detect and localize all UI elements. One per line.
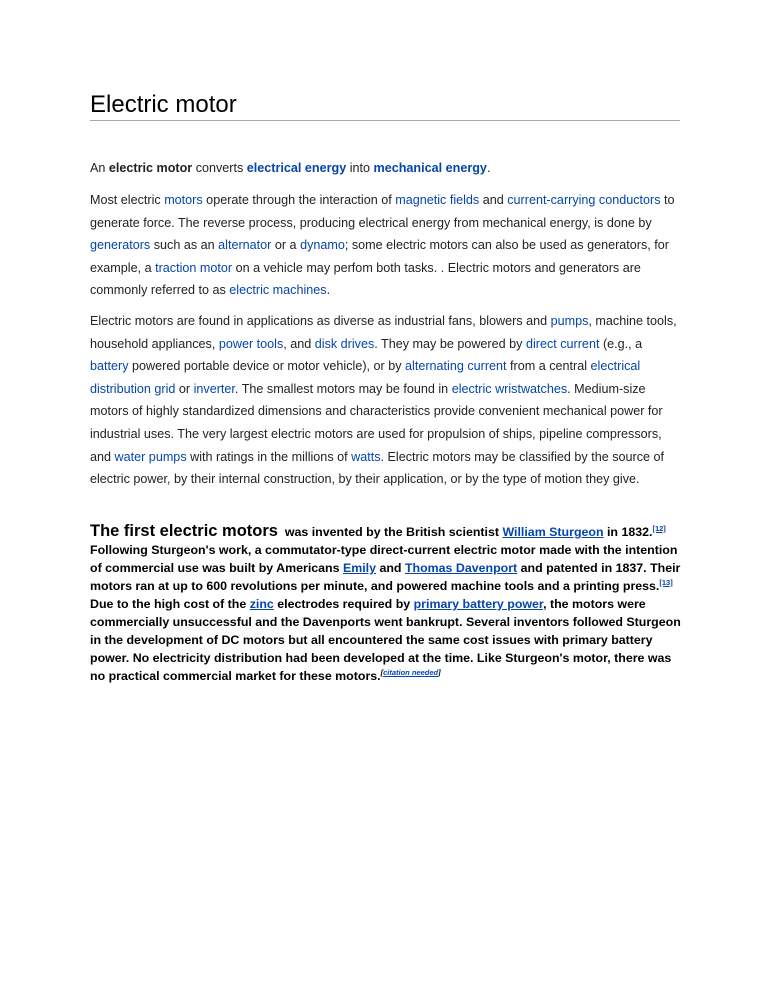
text: , and [283,336,315,351]
text: electrodes required by [273,597,414,611]
paragraph-history [90,522,682,685]
text: on a vehicle may perfom both tasks. . Electric motors and generators are commonly referred to as [90,260,641,298]
link-citation-needed[interactable]: citation needed [383,667,439,677]
text: into [346,161,374,175]
link-mechanical-energy[interactable]: mechanical energy [373,161,487,175]
text: . [326,283,331,298]
text: . [486,161,491,175]
link-magnetic-fields[interactable]: magnetic fields [395,193,480,207]
title-divider [90,120,680,121]
text: Most electric [90,193,165,207]
paragraph-operation [90,189,682,302]
page-title: Electric motor [90,91,237,118]
text: with ratings in the millions of [186,449,352,464]
link-alternator[interactable]: alternator [218,238,272,253]
text: such as an [150,238,219,253]
bracket: [ [380,667,384,677]
text: , machine tools, household appliances, [90,314,677,351]
link-zinc[interactable]: zinc [249,597,274,611]
section-heading: The first electric motors [90,522,278,540]
link-direct-current[interactable]: direct current [525,336,600,351]
text: was invented by the British scientist [277,525,503,539]
intro-paragraph [90,160,682,176]
text: and [376,561,405,575]
link-alternating-current[interactable]: alternating current [405,359,507,374]
link-electrical-distribution-grid[interactable]: electrical distribution grid [90,359,641,396]
text: Following Sturgeon's work, a commutator-type direct-current electric motor made with the intention of commercial use was built by Americans [90,543,678,575]
reference-13[interactable]: [13] [659,577,673,587]
text: and patented in 1837. Their motors ran at up to 600 revolutions per minute, and powered machine tools and a printing press. [90,561,681,593]
link-electrical-energy[interactable]: electrical energy [246,161,347,175]
text: from a central [506,359,591,374]
link-primary-battery-power[interactable]: primary battery power [413,597,544,611]
reference-12[interactable]: [12] [652,523,666,533]
link-water-pumps[interactable]: water pumps [114,449,187,464]
text: and [479,193,508,207]
text: . Electric motors may be classified by the source of electric power, by their internal construction, by their application, or by the type of motion they give. [90,449,665,487]
link-motors[interactable]: motors [164,193,203,207]
text: . They may be powered by [374,336,526,351]
link-watts[interactable]: watts [351,449,381,464]
text: operate through the interaction of [202,193,396,207]
text: or [175,381,194,396]
link-thomas-davenport[interactable]: Thomas Davenport [404,561,518,575]
paragraph-applications [90,310,682,491]
text: (e.g., a [599,336,643,351]
link-generators[interactable]: generators [90,238,151,253]
text: ; some electric motors can also be used as generators, for example, a [90,238,669,275]
text: Electric motors are found in applications as diverse as industrial fans, blowers and [90,314,551,328]
text: , the motors were commercially unsuccessful and the Davenports went bankrupt. Several inventors followed Sturgeon in the development of DC motors but all encountered the same cost issues with primary battery power. No electricity distribution had been developed at the time. Like Sturgeon's motor, there was no practical commercial market for these motors. [90,597,681,683]
text: Due to the high cost of the [90,597,250,611]
link-dynamo[interactable]: dynamo [300,238,345,253]
text: An [90,161,109,175]
link-electric-machines[interactable]: electric machines [229,283,327,298]
link-emily[interactable]: Emily [342,561,377,575]
link-power-tools[interactable]: power tools [218,336,284,351]
citation-needed-tag [381,668,441,677]
text: converts [192,161,247,175]
link-william-sturgeon[interactable]: William Sturgeon [502,525,604,539]
link-traction-motor[interactable]: traction motor [155,260,233,275]
text: to generate force. The reverse process, producing electrical energy from mechanical energy, is done by [90,193,675,230]
text: powered portable device or motor vehicle), or by [128,359,406,374]
text: . The smallest motors may be found in [234,381,452,396]
link-electric-wristwatches[interactable]: electric wristwatches [451,381,568,396]
link-battery[interactable]: battery [90,359,129,374]
link-pumps[interactable]: pumps [550,314,589,328]
text: or a [271,238,301,253]
link-inverter[interactable]: inverter [193,381,235,396]
link-current-carrying-conductors[interactable]: current-carrying conductors [507,193,661,207]
text: . Medium-size motors of highly standardized dimensions and characteristics provide convenient mechanical power for industrial uses. The very largest electric motors are used for propulsion of ships, pipeline compressors, and [90,381,663,464]
link-disk-drives[interactable]: disk drives [314,336,375,351]
text: in 1832. [603,525,653,539]
bold-term: electric motor [108,161,193,175]
bracket: ] [438,667,441,677]
